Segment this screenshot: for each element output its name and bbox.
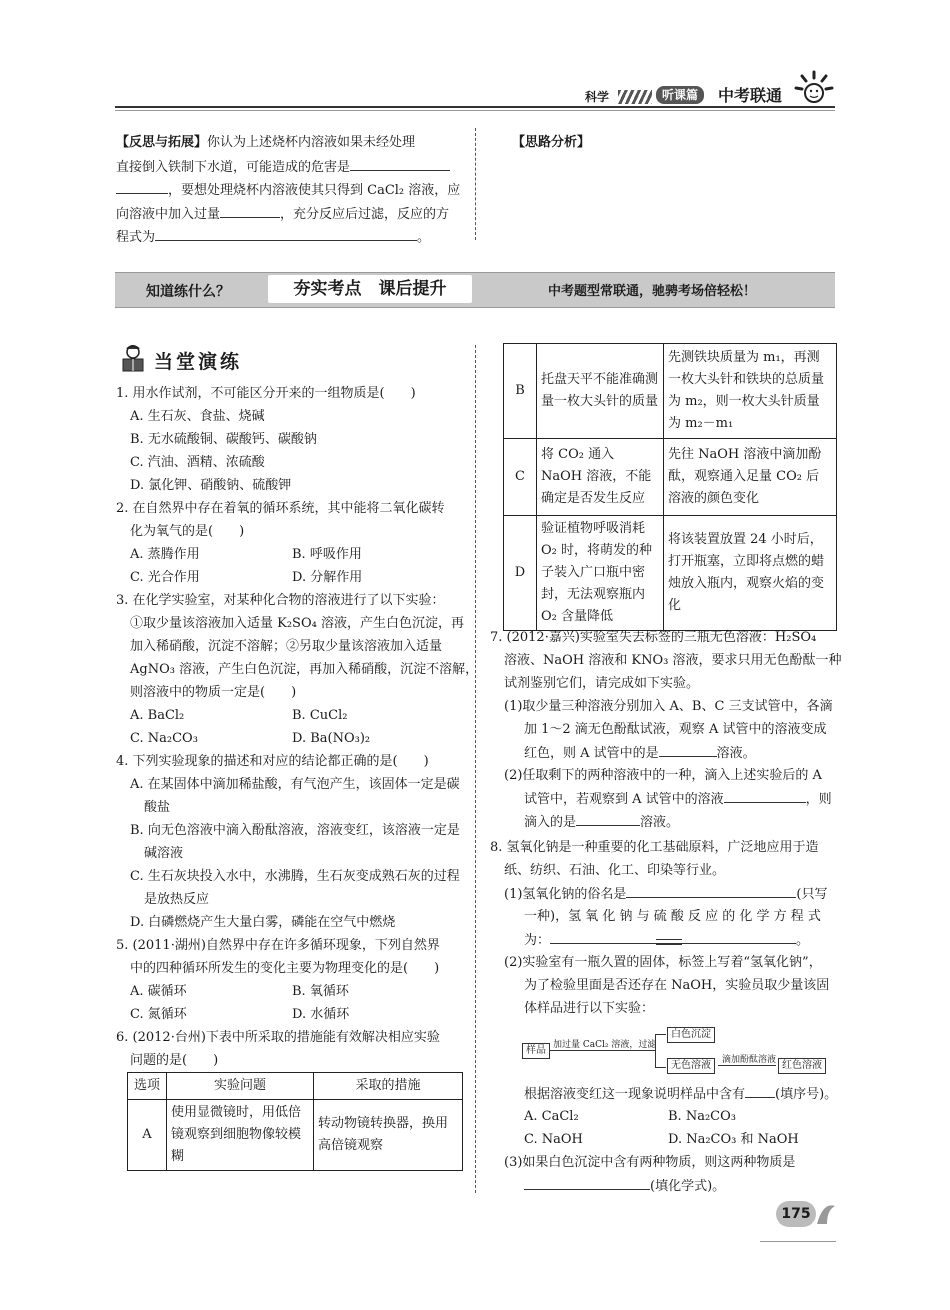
q4-option-c[interactable]: C. 生石灰块投入水中，水沸腾，生石灰变成熟石灰的过程 [130,869,460,884]
q4-option-b[interactable]: B. 向无色溶液中滴入酚酞溶液，溶液变红，该溶液一定是 [130,823,460,838]
q5-stem-2: 中的四种循环所发生的变化主要为物理变化的是( ) [130,961,440,976]
q4-stem: 4. 下列实验现象的描述和对应的结论都正确的是( ) [116,754,429,769]
table-cell: B [504,344,537,439]
reflect-line-5: 程式为 。 [116,225,430,249]
q8-p2-line-3: 体样品进行以下实验： [524,1001,655,1016]
q5-option-d[interactable]: D. 水循环 [292,1007,350,1022]
q2-option-c[interactable]: C. 光合作用 [130,570,200,585]
table-cell: 先往 NaOH 溶液中滴加酚酞，观察通入足量 CO₂ 后溶液的颜色变化 [664,439,837,516]
q7-stem-1: 7. (2012·嘉兴)实验室失去标签的三瓶无色溶液：H₂SO₄ [490,630,817,645]
q7-p1-line-3: 红色，则 A 试管中的是 溶液。 [524,741,756,765]
analysis-label: 【思路分析】 [512,135,591,150]
q6-stem-2: 问题的是( ) [130,1053,219,1068]
header-rule-thin [115,110,835,111]
answer-blank[interactable] [745,1082,775,1098]
q8-option-b[interactable]: B. Na₂CO₃ [668,1109,736,1124]
answer-blank[interactable] [524,1174,650,1190]
answer-blank[interactable] [659,741,717,757]
reading-figure-icon [117,343,149,375]
q8-p2-line-2: 为了检验里面是否还存在 NaOH，实验员取少量该固 [524,978,830,993]
q7-stem-2: 溶液、NaOH 溶液和 KNO₃ 溶液，要求只用无色酚酞一种 [504,653,842,668]
q4-option-a-cont: 酸盐 [144,800,171,815]
section-title: 当堂演练 [154,351,243,373]
table-cell: D [504,516,537,631]
table-cell: 使用显微镜时，用低倍镜观察到细胞物像较模糊 [167,1100,314,1171]
header-subject: 科学 [585,90,610,104]
table-cell: 将 CO₂ 通入 NaOH 溶液，不能确定是否发生反应 [537,439,664,516]
q5-option-c[interactable]: C. 氮循环 [130,1007,187,1022]
banner-right: 中考题型常联通，驰骋考场倍轻松！ [548,284,757,299]
q3-stem-3: 加入稀硝酸，沉淀不溶解；②另取少量该溶液加入适量 [130,639,443,654]
q6-table-left [127,1072,463,1171]
q1-option-a[interactable]: A. 生石灰、食盐、烧碱 [130,409,265,424]
q8-option-a[interactable]: A. CaCl₂ [524,1109,579,1124]
answer-blank[interactable] [724,787,806,803]
flow-arrow [718,1065,776,1066]
answer-blank[interactable] [576,810,640,826]
q7-p1-line-1: (1)取少量三种溶液分别加入 A、B、C 三支试管中，各滴 [504,699,833,714]
q3-stem-4: AgNO₃ 溶液，产生白色沉淀，再加入稀硝酸，沉淀不溶解， [130,662,479,677]
column-divider-top [475,128,476,240]
table-cell: A [128,1100,167,1171]
q8-p1-line-2: 一种)，氢 氧 化 钠 与 硫 酸 反 应 的 化 学 方 程 式 [524,909,821,924]
flow-sample: 样品 [522,1043,550,1059]
table-cell: 先测铁块质量为 m₁，再测一枚大头针和铁块的总质量为 m₂，则一枚大头针质量为 m₂－m₁ [664,344,837,439]
q2-option-b[interactable]: B. 呼吸作用 [292,547,362,562]
flow-step1-label: 加过量 CaCl₂ 溶液，过滤 [553,1040,657,1050]
table-header-row [128,1073,463,1100]
q4-option-d[interactable]: D. 白磷燃烧产生大量白雾，磷能在空气中燃烧 [130,915,396,930]
answer-blank[interactable] [116,178,168,194]
page-number: 175 [781,1206,811,1222]
q2-option-a[interactable]: A. 蒸腾作用 [130,547,200,562]
q4-option-b-cont: 碱溶液 [144,846,184,861]
sun-logo-icon [792,68,836,112]
q8-p3-line-2: (填化学式)。 [524,1174,725,1198]
q7-p2-line-3: 滴入的是 溶液。 [524,810,679,834]
flow-white-ppt: 白色沉淀 [667,1027,715,1043]
q8-p3-line-1: (3)如果白色沉淀中含有两种物质，则这两种物质是 [504,1155,796,1170]
table-cell: 转动物镜转换器，换用高倍镜观察 [314,1100,463,1171]
q5-stem-1: 5. (2011·湖州)自然界中存在许多循环现象，下列自然界 [116,938,440,953]
table-row [504,344,837,439]
q8-stem-1: 8. 氢氧化钠是一种重要的化工基础原料，广泛地应用于造 [490,840,819,855]
answer-blank[interactable] [350,155,450,171]
footer-rule [760,1241,836,1242]
reflect-line-3: ，要想处理烧杯内溶液使其只得到 CaCl₂ 溶液，应 [116,178,460,202]
table-cell: 托盘天平不能准确测量一枚大头针的质量 [537,344,664,439]
q8-p1-line-3: 为： 。 [524,928,809,952]
q2-stem-2: 化为氧气的是( ) [130,524,245,539]
q5-option-b[interactable]: B. 氧循环 [292,984,349,999]
q8-p1-line-1: (1)氢氧化钠的俗名是 (只写 [504,882,828,906]
q6-table-right [503,343,837,631]
q1-stem: 1. 用水作试剂，不可能区分开来的一组物质是( ) [116,386,416,401]
table-cell: 验证植物呼吸消耗 O₂ 时，将萌发的种子装入广口瓶中密封，无法观察瓶内 O₂ 含量降低 [537,516,664,631]
q1-option-d[interactable]: D. 氯化钾、硝酸钠、硫酸钾 [130,478,292,493]
q3-stem-5: 则溶液中的物质一定是( ) [130,685,297,700]
q7-stem-3: 试剂鉴别它们，请完成如下实验。 [504,676,700,691]
q7-p2-line-2: 试管中，若观察到 A 试管中的溶液 ，则 [524,787,832,811]
equals-sign-icon [656,939,682,945]
q8-p2-line-1: (2)实验室有一瓶久置的固体，标签上写着“氢氧化钠”， [504,955,822,970]
q2-stem-1: 2. 在自然界中存在着氧的循环系统，其中能将二氧化碳转 [116,501,445,516]
reflect-line-2: 直接倒入铁制下水道，可能造成的危害是 [116,155,450,179]
wave-decoration-icon [815,1198,837,1228]
q8-p2-after: 根据溶液变红这一现象说明样品中含有 (填序号)。 [524,1082,837,1106]
table-cell: C [504,439,537,516]
q8-stem-2: 纸、纺织、石油、化工、印染等行业。 [504,863,726,878]
flow-colorless: 无色溶液 [667,1058,715,1074]
banner-middle: 夯实考点 课后提升 [268,275,472,303]
table-header-cell: 采取的措施 [314,1073,463,1100]
answer-blank[interactable] [220,202,280,218]
q2-option-d[interactable]: D. 分解作用 [292,570,363,585]
q7-p2-line-1: (2)任取剩下的两种溶液中的一种，滴入上述实验后的 A [504,768,822,783]
q6-stem-1: 6. (2012·台州)下表中所采取的措施能有效解决相应实验 [116,1030,440,1045]
table-row [504,516,837,631]
header-stripes-icon [618,90,652,104]
q7-p1-line-2: 加 1～2 滴无色酚酞试液，观察 A 试管中的溶液变成 [524,722,827,737]
answer-blank[interactable] [155,225,417,241]
flow-arrow [550,1050,655,1051]
q3-option-b[interactable]: B. CuCl₂ [292,708,348,723]
column-divider [475,345,476,1193]
header-brand: 中考联通 [718,86,783,105]
q3-option-a[interactable]: A. BaCl₂ [130,708,185,723]
q3-stem-2: ①取少量该溶液加入适量 K₂SO₄ 溶液，产生白色沉淀，再 [130,616,464,631]
table-cell: 将该装置放置 24 小时后，打开瓶塞，立即将点燃的蜡烛放入瓶内，观察火焰的变化 [664,516,837,631]
reflect-line-4: 向溶液中加入过量 ，充分反应后过滤，反应的方 [116,202,449,226]
flow-branch [655,1034,666,1068]
q5-option-a[interactable]: A. 碳循环 [130,984,187,999]
banner-left: 知道练什么？ [146,284,230,300]
table-row [504,439,837,516]
reflect-line-1: 【反思与拓展】你认为上述烧杯内溶液如果未经处理 [116,135,416,150]
table-header-cell: 选项 [128,1073,167,1100]
header-tag: 听课篇 [656,86,704,104]
reflect-label: 【反思与拓展】 [116,135,208,150]
flow-step2-label: 滴加酚酞溶液 [722,1055,777,1065]
q3-stem-1: 3. 在化学实验室，对某种化合物的溶液进行了以下实验： [116,593,445,608]
q1-option-b[interactable]: B. 无水硫酸铜、碳酸钙、碳酸钠 [130,432,317,447]
q1-option-c[interactable]: C. 汽油、酒精、浓硫酸 [130,455,265,470]
table-row [128,1100,463,1171]
q3-option-c[interactable]: C. Na₂CO₃ [130,731,198,746]
q3-option-d[interactable]: D. Ba(NO₃)₂ [292,731,371,746]
q4-option-a[interactable]: A. 在某固体中滴加稀盐酸，有气泡产生，该固体一定是碳 [130,777,460,792]
q4-option-c-cont: 是放热反应 [144,892,210,907]
q8-option-d[interactable]: D. Na₂CO₃ 和 NaOH [668,1132,799,1147]
flow-red: 红色溶液 [778,1058,826,1074]
q8-option-c[interactable]: C. NaOH [524,1132,583,1147]
table-header-cell: 实验问题 [167,1073,314,1100]
answer-blank[interactable] [626,882,796,898]
